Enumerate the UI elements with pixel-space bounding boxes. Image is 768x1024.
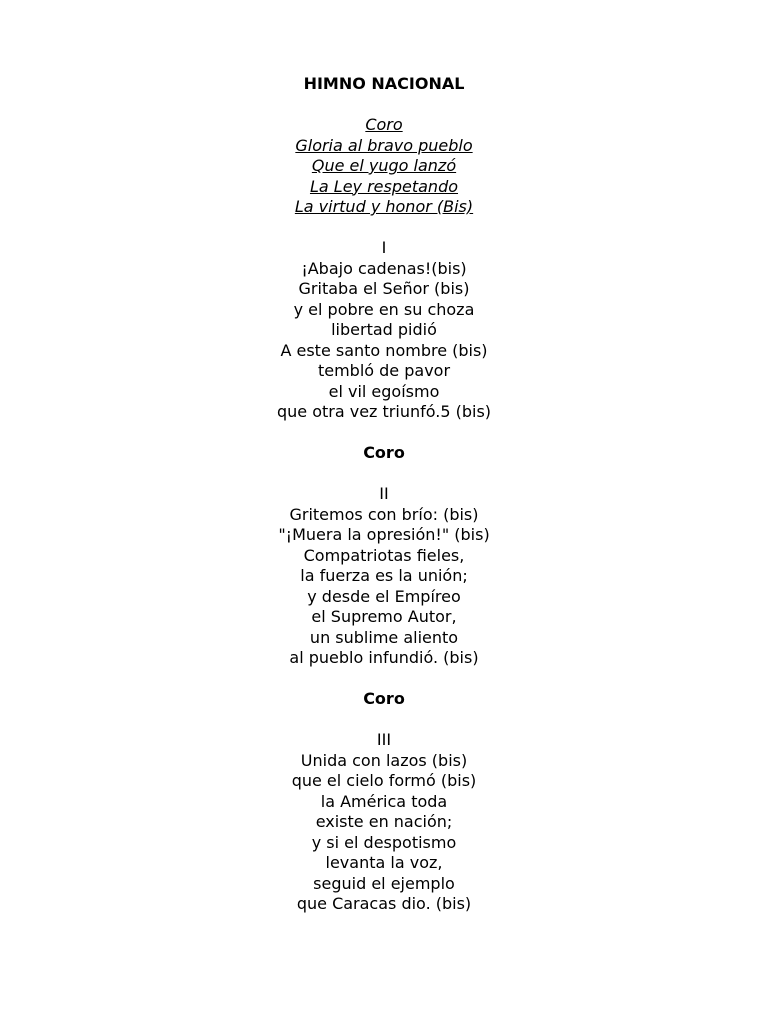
- verse-line: el vil egoísmo: [328, 381, 440, 401]
- chorus-block: [0, 115, 768, 218]
- stanza-numeral: II: [379, 484, 389, 503]
- chorus-heading: Coro: [365, 115, 403, 134]
- anthem-document: [0, 74, 768, 915]
- spacer: [0, 464, 768, 485]
- document-title: HIMNO NACIONAL: [303, 74, 465, 93]
- chorus-line: La virtud y honor (Bis): [294, 197, 474, 216]
- verse-line: un sublime aliento: [309, 627, 459, 647]
- spacer: [0, 95, 768, 116]
- verse-line: y el pobre en su choza: [293, 299, 475, 319]
- verse-line: seguid el ejemplo: [313, 873, 455, 893]
- verse-line: que otra vez triunfó.5 (bis): [276, 402, 492, 421]
- chorus-reference: Coro: [363, 443, 405, 462]
- verse-line: la América toda: [320, 791, 448, 811]
- spacer: [0, 218, 768, 239]
- stanza-2: [0, 484, 768, 669]
- chorus-line: Que el yugo lanzó: [311, 156, 457, 175]
- chorus-line: La Ley respetando: [309, 176, 459, 196]
- verse-line: "¡Muera la opresión!" (bis): [278, 525, 490, 544]
- verse-line: Gritaba el Señor (bis): [298, 279, 470, 298]
- verse-line: al pueblo infundió. (bis): [289, 648, 479, 667]
- verse-line: A este santo nombre (bis): [280, 340, 488, 360]
- verse-line: y si el despotismo: [311, 832, 457, 852]
- verse-line: tembló de pavor: [317, 361, 451, 380]
- verse-line: que Caracas dio. (bis): [296, 894, 472, 913]
- verse-line: el Supremo Autor,: [311, 607, 457, 626]
- spacer: [0, 669, 768, 690]
- verse-line: que el cielo formó (bis): [291, 771, 477, 790]
- chorus-reference: Coro: [363, 689, 405, 708]
- verse-line: ¡Abajo cadenas!(bis): [301, 258, 467, 278]
- verse-line: existe en nación;: [315, 812, 453, 831]
- spacer: [0, 710, 768, 731]
- verse-line: la fuerza es la unión;: [300, 566, 468, 585]
- verse-line: libertad pidió: [331, 320, 437, 339]
- verse-line: y desde el Empíreo: [307, 586, 461, 606]
- verse-line: levanta la voz,: [325, 853, 443, 872]
- chorus-line: Gloria al bravo pueblo: [295, 135, 473, 155]
- stanza-1: [0, 238, 768, 423]
- verse-line: Unida con lazos (bis): [300, 750, 468, 770]
- stanza-numeral: III: [376, 730, 392, 749]
- verse-line: Compatriotas fieles,: [303, 545, 465, 565]
- spacer: [0, 423, 768, 444]
- stanza-3: [0, 730, 768, 915]
- stanza-numeral: I: [381, 238, 387, 257]
- verse-line: Gritemos con brío: (bis): [289, 504, 479, 524]
